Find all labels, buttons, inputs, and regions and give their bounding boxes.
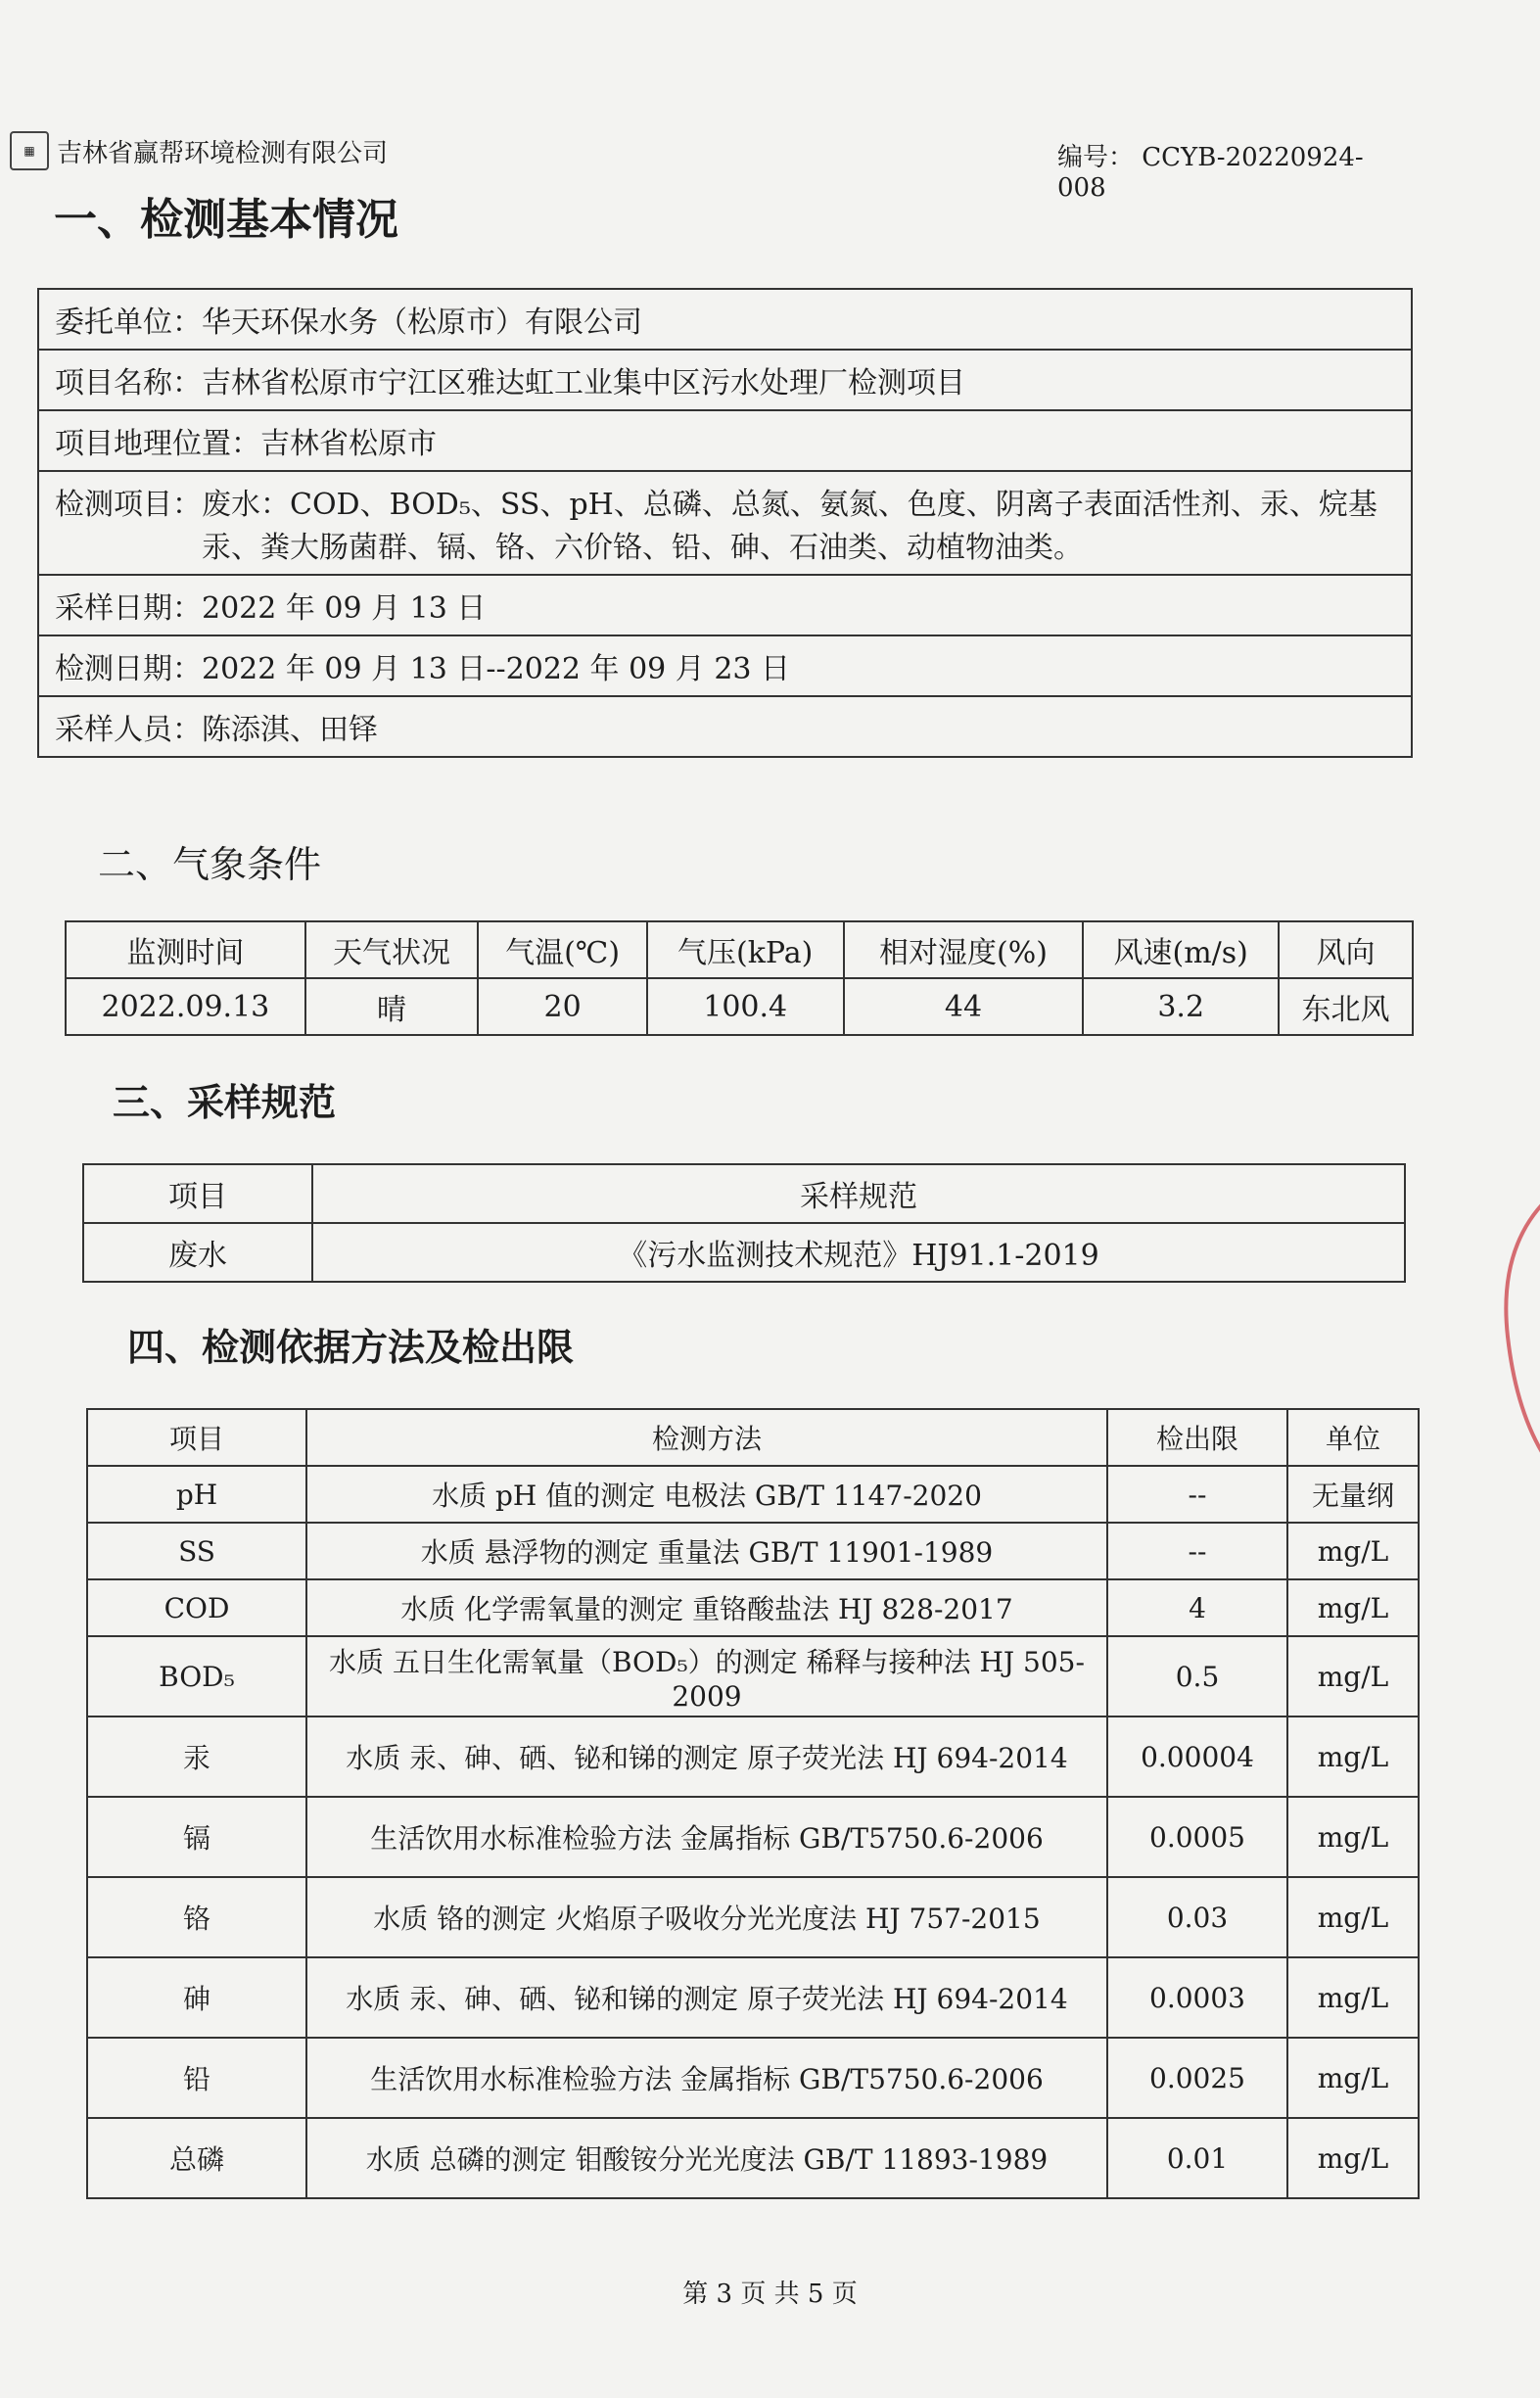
sampling-header-cell: 采样规范 (312, 1164, 1405, 1223)
method-unit: mg/L (1287, 1797, 1419, 1877)
method-row (87, 1523, 1419, 1579)
weather-header-row (66, 921, 1413, 978)
method-row (87, 2038, 1419, 2118)
method-text: 生活饮用水标准检验方法 金属指标 GB/T5750.6-2006 (306, 2038, 1107, 2118)
weather-cell: 晴 (305, 978, 479, 1035)
page-header (10, 125, 1380, 203)
sampling-date-row: 采样日期：2022 年 09 月 13 日 (38, 575, 1412, 635)
method-row (87, 1466, 1419, 1523)
method-unit: mg/L (1287, 1957, 1419, 2038)
method-unit: 无量纲 (1287, 1466, 1419, 1523)
section1-title: 一、检测基本情况 (54, 195, 398, 245)
method-unit: mg/L (1287, 2038, 1419, 2118)
weather-cell: 2022.09.13 (66, 978, 305, 1035)
method-unit: mg/L (1287, 1716, 1419, 1797)
method-limit: -- (1107, 1523, 1287, 1579)
weather-data-row (66, 978, 1413, 1035)
location-row: 项目地理位置：吉林省松原市 (38, 410, 1412, 471)
red-seal-stamp (1488, 1190, 1540, 1483)
sampling-data-row (83, 1223, 1405, 1282)
method-row (87, 1579, 1419, 1636)
items-row (38, 471, 1412, 575)
weather-cell: 3.2 (1083, 978, 1278, 1035)
method-item: 总磷 (87, 2118, 306, 2198)
method-text: 水质 化学需氧量的测定 重铬酸盐法 HJ 828-2017 (306, 1579, 1107, 1636)
items-label: 检测项目： (55, 488, 202, 522)
weather-header-cell: 相对湿度(%) (844, 921, 1084, 978)
method-limit: 0.03 (1107, 1877, 1287, 1957)
method-unit: mg/L (1287, 1877, 1419, 1957)
weather-header-cell: 气压(kPa) (647, 921, 844, 978)
method-row (87, 2118, 1419, 2198)
method-header-cell: 检出限 (1107, 1409, 1287, 1466)
basic-info-table (37, 288, 1413, 758)
method-row (87, 1877, 1419, 1957)
method-limit: -- (1107, 1466, 1287, 1523)
method-limit: 0.0005 (1107, 1797, 1287, 1877)
sampling-header-cell: 项目 (83, 1164, 312, 1223)
weather-cell: 44 (844, 978, 1084, 1035)
weather-table (65, 920, 1414, 1036)
method-unit: mg/L (1287, 1579, 1419, 1636)
method-header-cell: 单位 (1287, 1409, 1419, 1466)
method-unit: mg/L (1287, 1636, 1419, 1716)
weather-header-cell: 气温(℃) (478, 921, 647, 978)
items-content (55, 480, 1395, 566)
weather-header-cell: 监测时间 (66, 921, 305, 978)
method-item: BOD₅ (87, 1636, 306, 1716)
method-text: 水质 铬的测定 火焰原子吸收分光光度法 HJ 757-2015 (306, 1877, 1107, 1957)
method-limit: 0.0025 (1107, 2038, 1287, 2118)
weather-cell: 东北风 (1279, 978, 1413, 1035)
method-unit: mg/L (1287, 2118, 1419, 2198)
sampling-title: 三、采样规范 (113, 1081, 337, 1124)
method-row (87, 1716, 1419, 1797)
method-item: SS (87, 1523, 306, 1579)
items-value: 废水：COD、BOD₅、SS、pH、总磷、总氮、氨氮、色度、阴离子表面活性剂、汞、烷基汞、粪大肠菌群、镉、铬、六价铬、铅、砷、石油类、动植物油类。 (202, 488, 1377, 565)
method-header-cell: 项目 (87, 1409, 306, 1466)
method-text: 水质 五日生化需氧量（BOD₅）的测定 稀释与接种法 HJ 505-2009 (306, 1636, 1107, 1716)
method-item: 砷 (87, 1957, 306, 2038)
method-limit: 0.00004 (1107, 1716, 1287, 1797)
method-row (87, 1797, 1419, 1877)
weather-title: 二、气象条件 (98, 843, 322, 886)
method-text: 水质 汞、砷、硒、铋和锑的测定 原子荧光法 HJ 694-2014 (306, 1716, 1107, 1797)
method-text: 水质 汞、砷、硒、铋和锑的测定 原子荧光法 HJ 694-2014 (306, 1957, 1107, 2038)
method-unit: mg/L (1287, 1523, 1419, 1579)
method-item: COD (87, 1579, 306, 1636)
test-date-row: 检测日期：2022 年 09 月 13 日--2022 年 09 月 23 日 (38, 635, 1412, 696)
method-text: 水质 pH 值的测定 电极法 GB/T 1147-2020 (306, 1466, 1107, 1523)
project-row: 项目名称：吉林省松原市宁江区雅达虹工业集中区污水处理厂检测项目 (38, 350, 1412, 410)
method-header-cell: 检测方法 (306, 1409, 1107, 1466)
weather-header-cell: 风速(m/s) (1083, 921, 1278, 978)
method-item: 汞 (87, 1716, 306, 1797)
sampling-header-row (83, 1164, 1405, 1223)
sampling-cell: 废水 (83, 1223, 312, 1282)
method-limit: 0.5 (1107, 1636, 1287, 1716)
method-text: 水质 总磷的测定 钼酸铵分光光度法 GB/T 11893-1989 (306, 2118, 1107, 2198)
method-item: 镉 (87, 1797, 306, 1877)
method-text: 水质 悬浮物的测定 重量法 GB/T 11901-1989 (306, 1523, 1107, 1579)
method-limit: 4 (1107, 1579, 1287, 1636)
client-row: 委托单位：华天环保水务（松原市）有限公司 (38, 289, 1412, 350)
method-table (86, 1408, 1420, 2199)
weather-header-cell: 风向 (1279, 921, 1413, 978)
company-logo: ▦ (10, 131, 49, 170)
method-item: 铬 (87, 1877, 306, 1957)
method-item: pH (87, 1466, 306, 1523)
method-row (87, 1636, 1419, 1716)
method-limit: 0.0003 (1107, 1957, 1287, 2038)
samplers-row: 采样人员：陈添淇、田铎 (38, 696, 1412, 757)
weather-cell: 100.4 (647, 978, 844, 1035)
sampling-table (82, 1163, 1406, 1283)
sampling-cell: 《污水监测技术规范》HJ91.1-2019 (312, 1223, 1405, 1282)
method-text: 生活饮用水标准检验方法 金属指标 GB/T5750.6-2006 (306, 1797, 1107, 1877)
method-item: 铅 (87, 2038, 306, 2118)
method-title: 四、检测依据方法及检出限 (127, 1326, 575, 1369)
company-name: 吉林省赢帮环境检测有限公司 (57, 139, 389, 168)
page-footer: 第 3 页 共 5 页 (682, 2280, 858, 2309)
weather-cell: 20 (478, 978, 647, 1035)
weather-header-cell: 天气状况 (305, 921, 479, 978)
method-limit: 0.01 (1107, 2118, 1287, 2198)
method-header-row (87, 1409, 1419, 1466)
report-serial: 编号： CCYB-20220924-008 (1057, 143, 1364, 203)
method-row (87, 1957, 1419, 2038)
